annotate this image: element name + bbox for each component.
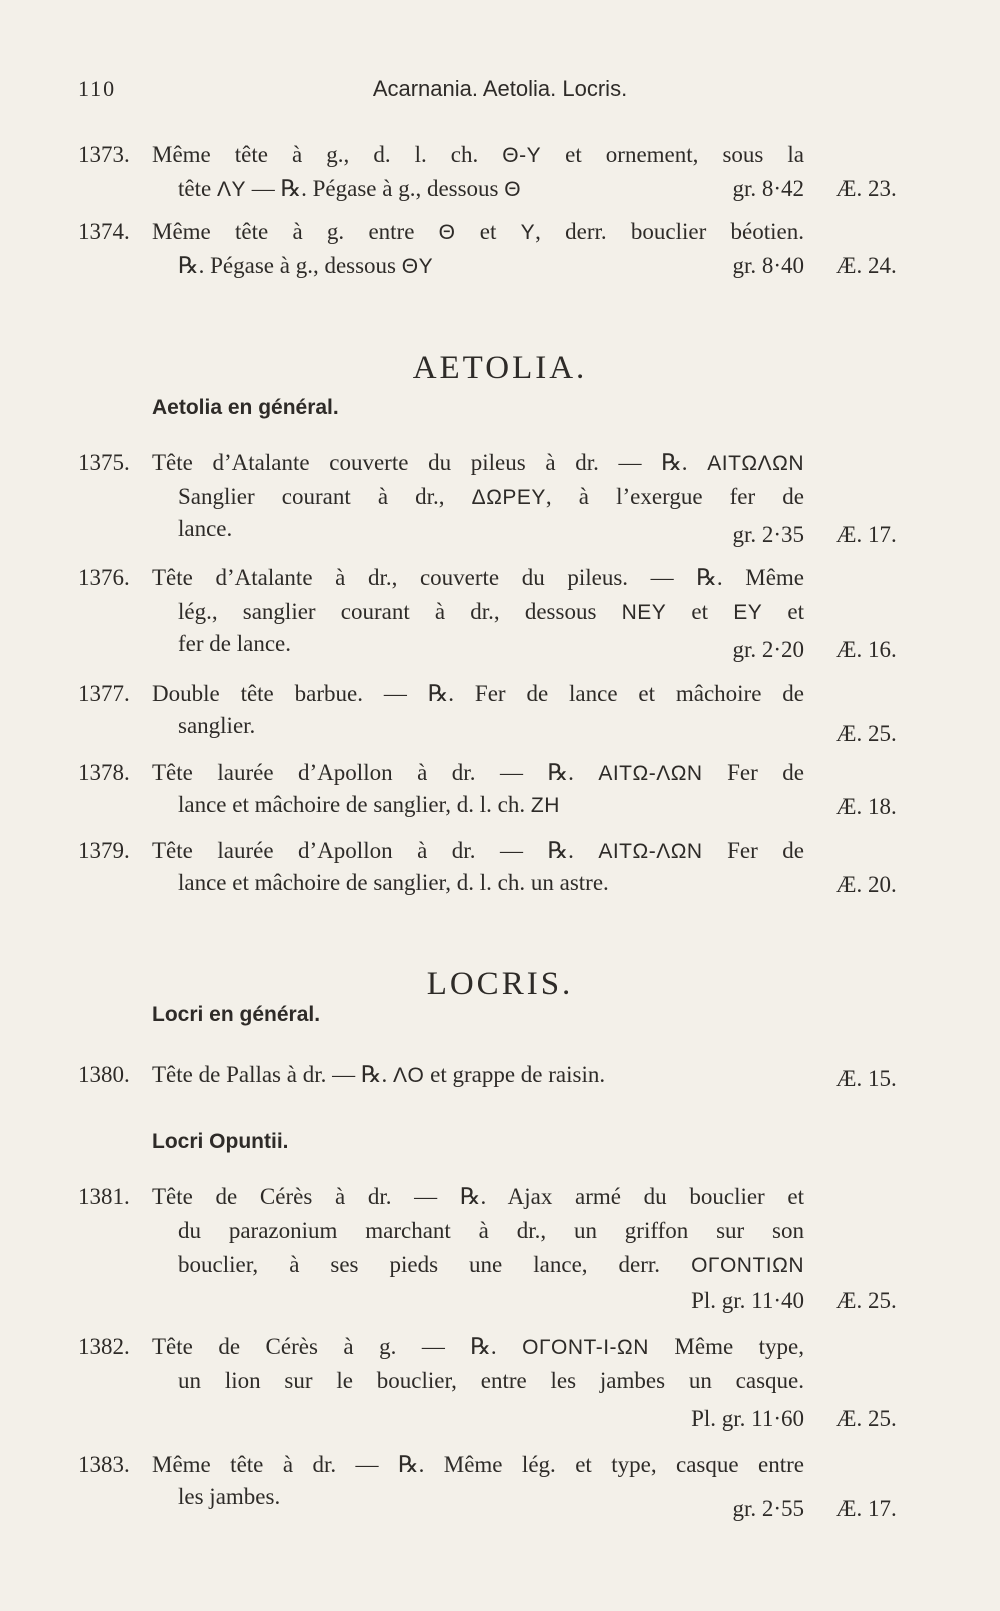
coin-entry-1379 [0,834,1000,904]
coin-entry-1378 [0,756,1000,826]
entry-line-3: fer de lance. [178,631,292,656]
greek-legend: EY [733,601,763,624]
entry-line-1: Même tête à g. entre Θ et Y, derr. bouclier béotien. [152,219,804,244]
page-number: 110 [78,76,117,101]
subheading-aetolia-general: Aetolia en général. [152,396,339,419]
coin-entry-1381 [0,1180,1000,1320]
entry-line-1: Même tête à g., d. l. ch. Θ-Y et ornement, sous la [152,142,804,167]
greek-legend: OΓONT-I-ΩN [522,1336,649,1359]
weight: Pl. gr. 11·60 [691,1406,804,1431]
entry-line-2: du parazonium marchant à dr., un griffon sur son [178,1218,804,1243]
running-header [0,76,1000,110]
metal-size: Æ. 25. [836,1288,897,1313]
entry-number: 1383. [78,1452,130,1477]
greek-legend: ΘY [401,255,434,278]
coin-entry-1382 [0,1330,1000,1440]
subheading-locri-opuntii: Locri Opuntii. [152,1130,289,1153]
entry-number: 1373. [78,142,130,167]
greek-legend: Θ-Y [502,144,542,167]
entry-line-1: Tête de Cérès à g. — ℞. OΓONT-I-ΩN Même type, [152,1334,804,1359]
entry-number: 1381. [78,1184,130,1209]
entry-line-1: Même tête à dr. — ℞. Même lég. et type, casque entre [152,1452,804,1477]
weight: Pl. gr. 11·40 [691,1288,804,1313]
entry-number: 1375. [78,450,130,475]
metal-size: Æ. 25. [836,1406,897,1431]
greek-legend: ZH [530,794,560,817]
greek-legend: ΛY [216,178,246,201]
section-heading-locris: LOCRIS. [426,966,574,1002]
entry-line-2: lance et mâchoire de sanglier, d. l. ch. un astre. [178,870,609,895]
entry-line-1: Tête de Cérès à dr. — ℞. Ajax armé du bouclier et [152,1184,804,1209]
coin-entry-1380 [0,1058,1000,1098]
weight: gr. 2·35 [732,522,804,547]
greek-legend: AITΩΛΩN [707,452,804,475]
greek-legend: Θ [504,178,522,201]
entry-line-1: Tête laurée d’Apollon à dr. — ℞. AITΩ-ΛΩN Fer de [152,760,804,785]
running-title: Acarnania. Aetolia. Locris. [372,76,628,101]
subheading-locri-general: Locri en général. [152,1003,321,1026]
entry-line-2: lance et mâchoire de sanglier, d. l. ch. ZH [178,792,560,817]
entry-line-1: Tête de Pallas à dr. — ℞. ΛO et grappe de raisin. [152,1062,606,1087]
metal-size: Æ. 20. [836,872,897,897]
greek-legend: OΓONTIΩN [691,1254,804,1277]
section-heading-aetolia: AETOLIA. [412,350,588,386]
entry-number: 1377. [78,681,130,706]
coin-entry-1374 [0,215,1000,285]
entry-line-3: bouclier, à ses pieds une lance, derr. OΓONTIΩN [178,1252,804,1277]
entry-number: 1376. [78,565,130,590]
coin-entry-1375 [0,446,1000,551]
coin-entry-1377 [0,677,1000,747]
coin-entry-1376 [0,561,1000,666]
weight: gr. 2·20 [732,637,804,662]
entry-line-1: Tête d’Atalante couverte du pileus à dr. — ℞. AITΩΛΩN [152,450,804,475]
entry-line-2: les jambes. [178,1484,281,1509]
entry-number: 1378. [78,760,130,785]
greek-legend: Y [520,221,536,244]
entry-line-2: lég., sanglier courant à dr., dessous NEY et EY et [178,599,804,624]
metal-size: Æ. 24. [836,253,897,278]
metal-size: Æ. 16. [836,637,897,662]
greek-legend: ΔΩPEY [471,486,546,509]
metal-size: Æ. 17. [836,522,897,547]
metal-size: Æ. 25. [836,721,897,746]
entry-number: 1379. [78,838,130,863]
metal-size: Æ. 23. [836,176,897,201]
greek-legend: NEY [621,601,667,624]
greek-legend: Θ [438,221,456,244]
entry-line-1: Double tête barbue. — ℞. Fer de lance et mâchoire de [152,681,804,706]
entry-line-1: Tête laurée d’Apollon à dr. — ℞. AITΩ-ΛΩN Fer de [152,838,804,863]
greek-legend: ΛO [392,1064,425,1087]
entry-line-2: tête ΛY — ℞. Pégase à g., dessous Θ [178,176,522,201]
coin-entry-1383 [0,1448,1000,1528]
entry-line-3: lance. [178,516,233,541]
metal-size: Æ. 15. [836,1066,897,1091]
entry-number: 1382. [78,1334,130,1359]
entry-line-2: ℞. Pégase à g., dessous ΘY [178,253,434,278]
coin-entry-1373 [0,138,1000,208]
entry-number: 1374. [78,219,130,244]
entry-line-2: un lion sur le bouclier, entre les jambes un casque. [178,1368,804,1393]
entry-line-2: Sanglier courant à dr., ΔΩPEY, à l’exergue fer de [178,484,804,509]
weight: gr. 8·40 [732,253,804,278]
weight: gr. 2·55 [732,1496,804,1521]
entry-number: 1380. [78,1062,130,1087]
weight: gr. 8·42 [732,176,804,201]
entry-line-2: sanglier. [178,713,256,738]
greek-legend: AITΩ-ΛΩN [598,762,703,785]
greek-legend: AITΩ-ΛΩN [598,840,703,863]
metal-size: Æ. 18. [836,794,897,819]
entry-line-1: Tête d’Atalante à dr., couverte du pileus. — ℞. Même [152,565,804,590]
metal-size: Æ. 17. [836,1496,897,1521]
